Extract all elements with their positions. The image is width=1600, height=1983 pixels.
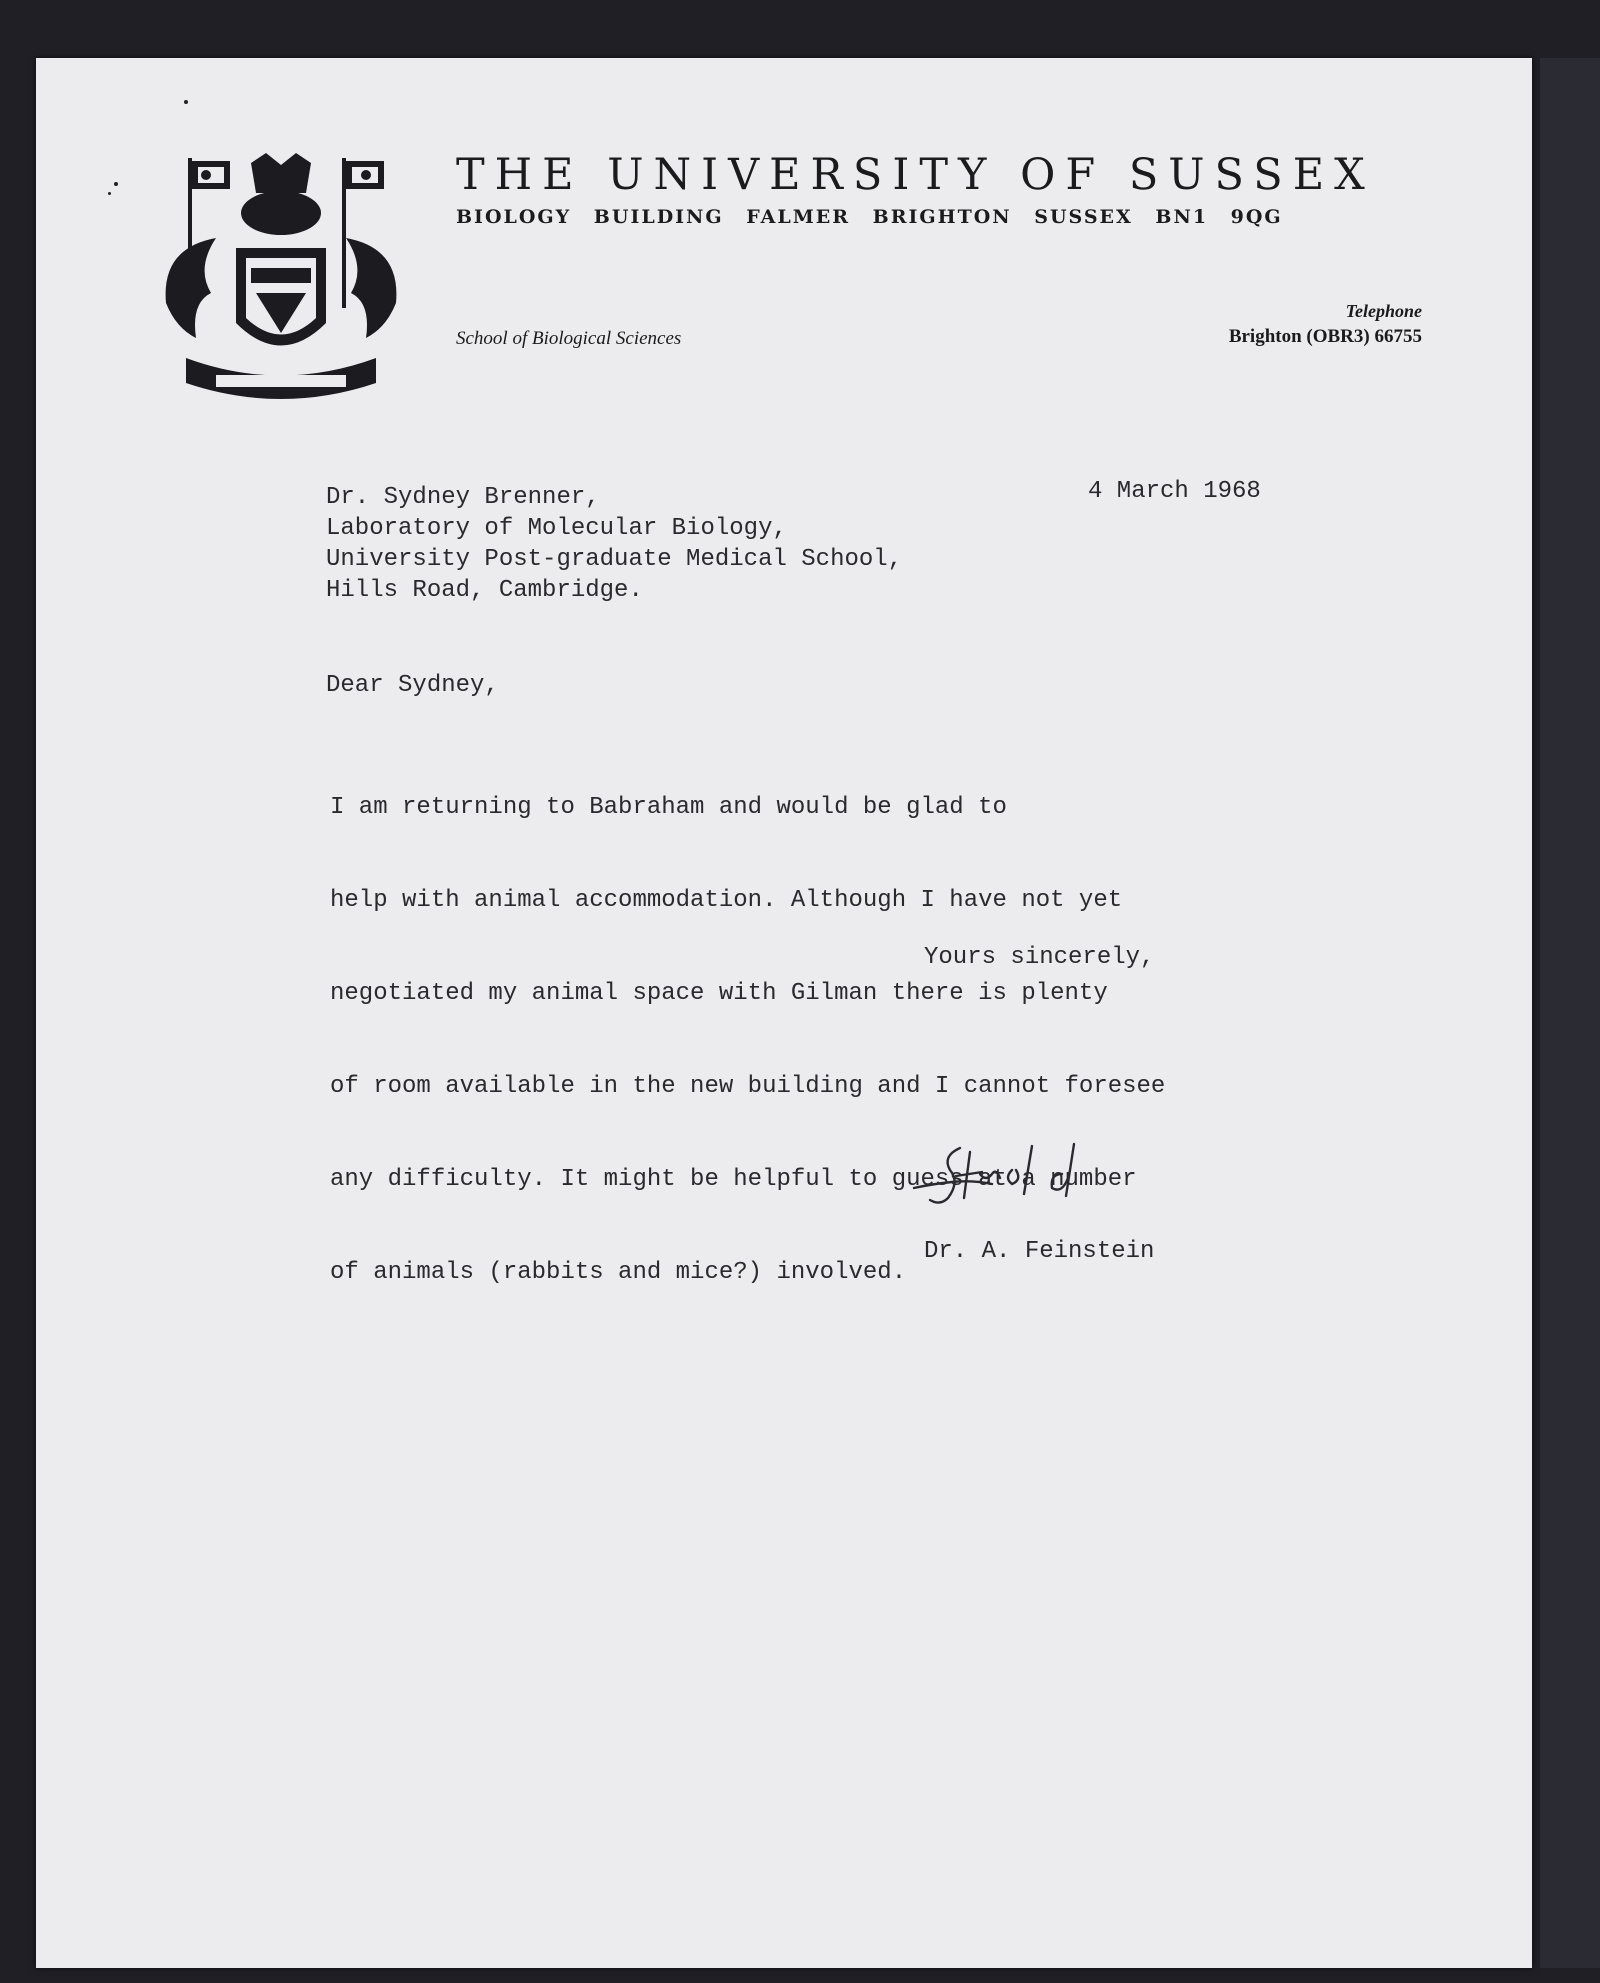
recipient-line: Dr. Sydney Brenner, (326, 484, 600, 511)
body-line: help with animal accommodation. Although I have not yet (330, 887, 1123, 914)
university-name: THE UNIVERSITY OF SUSSEX (456, 150, 1375, 200)
body-line: of animals (rabbits and mice?) involved. (330, 1259, 907, 1286)
salutation: Dear Sydney, (326, 672, 499, 699)
ink-speck (184, 100, 188, 104)
body-line: any difficulty. It might be helpful to guess at a number (330, 1166, 1137, 1193)
school-name: School of Biological Sciences (456, 328, 682, 349)
body-line: negotiated my animal space with Gilman there is plenty (330, 980, 1108, 1007)
closing: Yours sincerely, (924, 944, 1155, 971)
recipient-address (326, 482, 902, 606)
recipient-line: University Post-graduate Medical School, (326, 546, 903, 573)
ink-speck (114, 182, 118, 186)
university-address: BIOLOGY BUILDING FALMER BRIGHTON SUSSEX BN1 9QG (456, 206, 1283, 228)
telephone-label: Telephone (1345, 301, 1422, 321)
letter-date: 4 March 1968 (1088, 478, 1261, 505)
body-line: of room available in the new building and I cannot foresee (330, 1073, 1166, 1100)
signer-name: Dr. A. Feinstein (924, 1238, 1155, 1265)
handwritten-signature (912, 1138, 1152, 1218)
telephone-number: Brighton (OBR3) 66755 (1228, 326, 1422, 347)
ink-speck (108, 192, 111, 195)
recipient-line: Laboratory of Molecular Biology, (326, 515, 787, 542)
body-line: I am returning to Babraham and would be glad to (330, 794, 1007, 821)
university-crest (156, 153, 406, 413)
recipient-line: Hills Road, Cambridge. (326, 577, 643, 604)
letter-sheet (36, 58, 1532, 1968)
page-edge (1540, 58, 1600, 1968)
